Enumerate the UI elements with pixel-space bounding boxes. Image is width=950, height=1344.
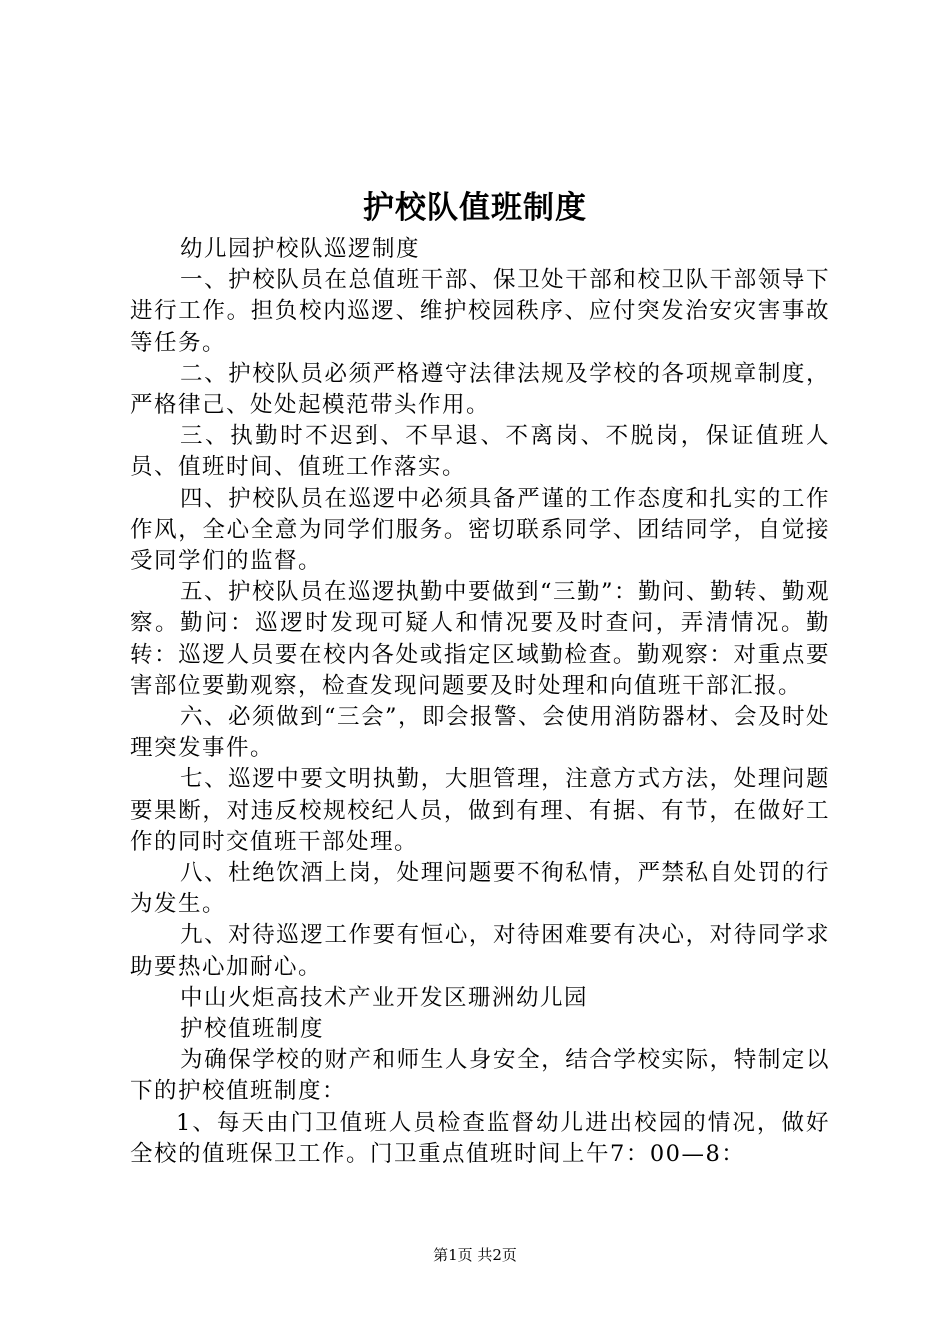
paragraph-duty-intro: 为确保学校的财产和师生人身安全，结合学校实际，特制定以下的护校值班制度： — [130, 1047, 830, 1105]
page-footer: 第1页 共2页 — [433, 1246, 517, 1264]
paragraph-subtitle-patrol: 幼儿园护校队巡逻制度 — [180, 236, 421, 262]
paragraph-rule-6: 六、必须做到“三会”，即会报警、会使用消防器材、会及时处理突发事件。 — [130, 704, 831, 762]
paragraph-rule-3: 三、执勤时不迟到、不早退、不离岗、不脱岗，保证值班人员、值班时间、值班工作落实。 — [130, 423, 830, 481]
paragraph-rule-5: 五、护校队员在巡逻执勤中要做到“三勤”：勤问、勤转、勤观察。勤问：巡逻时发现可疑人和情况要及时查问，弄清情况。勤转：巡逻人员要在校内各处或指定区域勤检查。勤观察：对重点要害部位要勤观察，检查发现问题要及时处理和向值班干部汇报。 — [130, 579, 831, 699]
page-title: 护校队值班制度 — [363, 190, 587, 226]
document-body — [130, 234, 830, 1170]
paragraph-rule-9: 九、对待巡逻工作要有恒心，对待困难要有决心，对待同学求助要热心加耐心。 — [130, 922, 830, 980]
paragraph-rule-8: 八、杜绝饮酒上岗，处理问题要不徇私情，严禁私自处罚的行为发生。 — [130, 860, 830, 918]
paragraph-organization: 中山火炬高技术产业开发区珊洲幼儿园 — [180, 984, 589, 1011]
paragraph-rule-7: 七、巡逻中要文明执勤，大胆管理，注意方式方法，处理问题要果断，对违反校规校纪人员，做到有理、有据、有节，在做好工作的同时交值班干部处理。 — [130, 766, 830, 855]
paragraph-rule-2: 二、护校队员必须严格遵守法律法规及学校的各项规章制度，严格律己、处处起模范带头作用。 — [130, 360, 830, 419]
paragraph-rule-4: 四、护校队员在巡逻中必须具备严谨的工作态度和扎实的工作作风，全心全意为同学们服务。密切联系同学、团结同学，自觉接受同学们的监督。 — [130, 485, 830, 575]
paragraph-subtitle-duty: 护校值班制度 — [180, 1016, 325, 1043]
paragraph-rule-1: 一、护校队员在总值班干部、保卫处干部和校卫队干部领导下进行工作。担负校内巡逻、维护校园秩序、应付突发治安灾害事故等任务。 — [130, 267, 830, 356]
paragraph-duty-item-1: 1、每天由门卫值班人员检查监督幼儿进出校园的情况，做好全校的值班保卫工作。门卫重点值班时间上午7：00—8： — [130, 1109, 830, 1167]
